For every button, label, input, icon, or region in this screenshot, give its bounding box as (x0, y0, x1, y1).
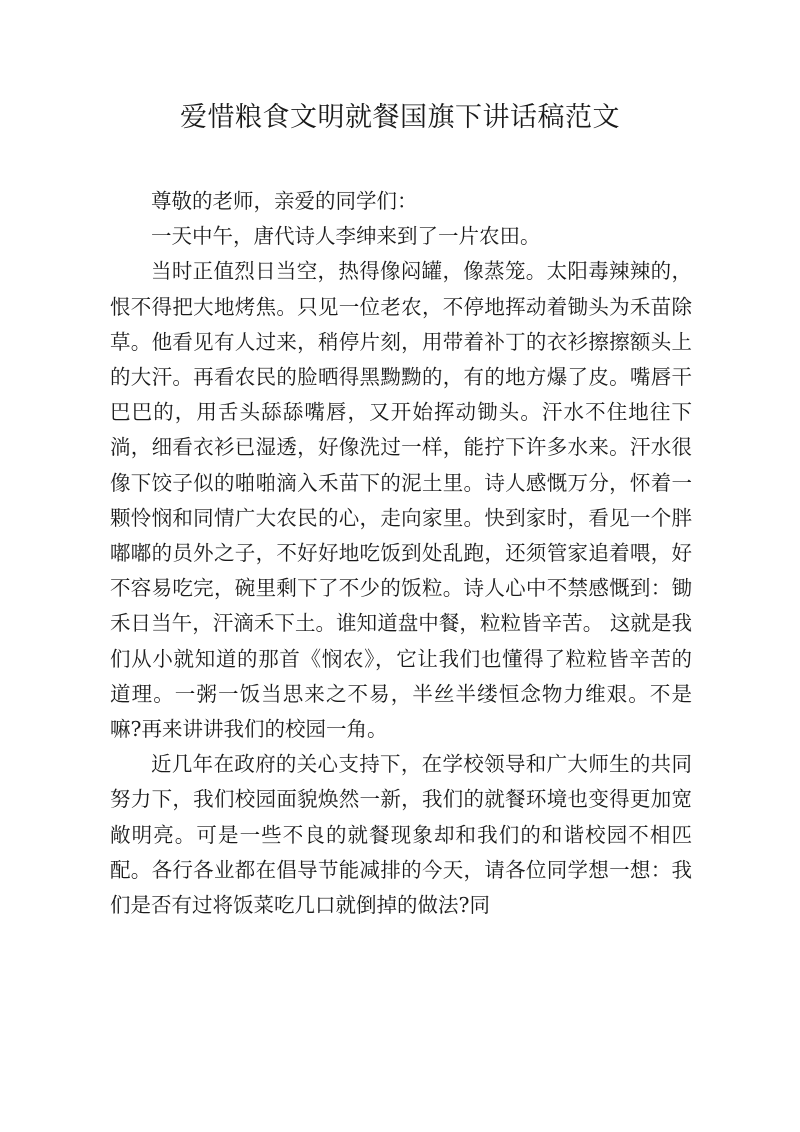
document-title: 爱惜粮食文明就餐国旗下讲话稿范文 (180, 102, 620, 133)
salutation-paragraph: 尊敬的老师，亲爱的同学们： (151, 189, 418, 213)
document-body (110, 184, 692, 923)
story-intro-paragraph: 一天中午，唐代诗人李绅来到了一片农田。 (151, 224, 541, 249)
story-paragraph: 当时正值烈日当空，热得像闷罐，像蒸笼。太阳毒辣辣的，恨不得把大地烤焦。只见一位老农，不停地挥动着锄头为禾苗除草。他看见有人过来，稍停片刻，用带着补丁的衣衫擦擦额头上的大汗。再看农民的脸晒得黑黝黝的，有的地方爆了皮。嘴唇干巴巴的，用舌头舔舔嘴唇，又开始挥动锄头。汗水不住地往下淌，细看衣衫已湿透，好像洗过一样，能拧下许多水来。汗水很像下饺子似的啪啪滴入禾苗下的泥土里。诗人感慨万分，怀着一颗怜悯和同情广大农民的心，走向家里。快到家时，看见一个胖嘟嘟的员外之子，不好好地吃饭到处乱跑，还须管家追着喂，好不容易吃完，碗里剩下了不少的饭粒。诗人心中不禁感慨到：锄禾日当午，汗滴禾下土。谁知道盘中餐，粒粒皆辛苦。 这就是我们从小就知道的那首《悯农》，它让我们也懂得了粒粒皆辛苦的道理。一粥一饭当思来之不易，半丝半缕恒念物力维艰。不是嘛?再来讲讲我们的校园一角。 (110, 259, 692, 742)
campus-paragraph: 近几年在政府的关心支持下，在学校领导和广大师生的共同努力下，我们校园面貌焕然一新，我们的就餐环境也变得更加宽敞明亮。可是一些不良的就餐现象却和我们的和谐校园不相匹配。各行各业都在倡导节能减排的今天，请各位同学想一想：我们是否有过将饭菜吃几口就倒掉的做法?同 (110, 752, 692, 918)
